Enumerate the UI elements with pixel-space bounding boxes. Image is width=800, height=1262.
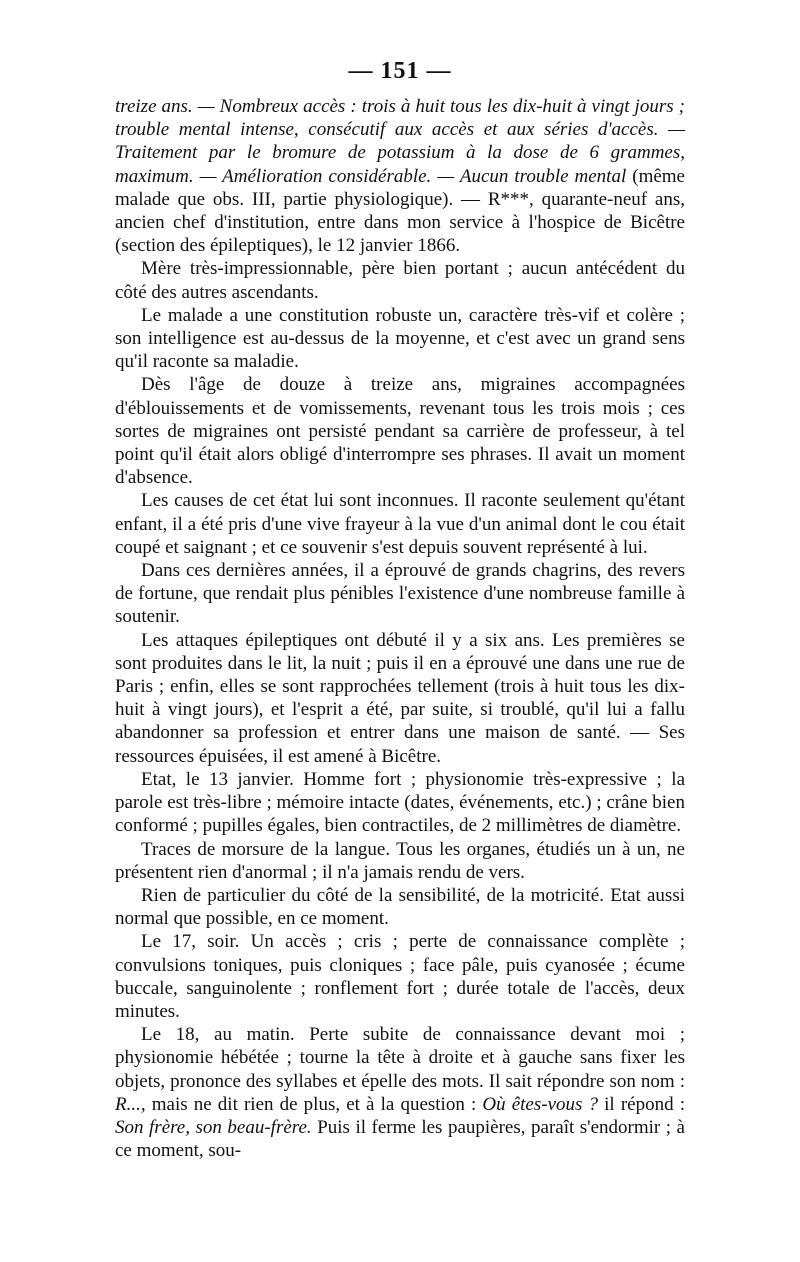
paragraph-part: mais ne dit rien de plus, et à la question : [145, 1093, 483, 1115]
paragraph-text: (même malade que obs. III, partie physiologique). — R***, quarante-neuf ans, ancien chef d'institution, entre dans mon service à l'hospice de Bicêtre (section des épileptiques), le 12 janvier 1866. [115, 165, 685, 257]
paragraph-part: Son frère, son beau-frère. [115, 1116, 312, 1138]
paragraph: Mère très-impressionnable, père bien portant ; aucun antécédent du côté des autres ascendants. [115, 258, 685, 303]
paragraph: Dès l'âge de douze à treize ans, migraines accompagnées d'éblouissements et de vomissements, revenant tous les trois mois ; ces sortes de migraines ont persisté pendant sa carrière de professeur, à tel point qu'il était alors obligé d'interrompre ses phrases. Il avait un moment d'absence. [115, 374, 685, 489]
paragraph: Etat, le 13 janvier. Homme fort ; physionomie très-expressive ; la parole est très-libre ; mémoire intacte (dates, événements, etc.) ; crâne bien conformé ; pupilles égales, bien contractiles, de 2 millimètres de diamètre. [115, 768, 685, 837]
italic-summary: treize ans. — Nombreux accès : trois à huit tous les dix-huit à vingt jours ; trouble mental intense, consécutif aux accès et aux séries d'accès. — Traitement par le bromure de potassium à la dose de 6 grammes, maximum. — Amélioration considérable. — Aucun trouble mental [115, 96, 685, 187]
paragraph: Les causes de cet état lui sont inconnues. Il raconte seulement qu'étant enfant, il a été pris d'une vive frayeur à la vue d'un animal dont le cou était coupé et saignant ; et ce souvenir s'est depuis souvent représenté à lui. [115, 490, 685, 558]
paragraph-last [115, 1023, 685, 1162]
paragraph-intro [115, 95, 685, 257]
paragraph: Dans ces dernières années, il a éprouvé de grands chagrins, des revers de fortune, que rendait plus pénibles l'existence d'une nombreuse famille à soutenir. [115, 560, 685, 628]
paragraph-part: Où êtes-vous ? [482, 1093, 599, 1115]
paragraph-part: R..., [115, 1093, 146, 1115]
paragraph: Le 17, soir. Un accès ; cris ; perte de connaissance complète ; convulsions toniques, puis cloniques ; face pâle, puis cyanosée ; écume buccale, sanguinolente ; ronflement fort ; durée totale de l'accès, deux minutes. [115, 931, 685, 1022]
paragraph: Traces de morsure de la langue. Tous les organes, étudiés un à un, ne présentent rien d'anormal ; il n'a jamais rendu de vers. [115, 838, 685, 883]
paragraph-part: il répond : [598, 1093, 685, 1115]
paragraph-part: Puis il ferme les paupières, paraît s'endormir ; à ce moment, sou- [115, 1116, 685, 1162]
paragraph: Le malade a une constitution robuste un, caractère très-vif et colère ; son intelligence est au-dessus de la moyenne, et c'est avec un grand sens qu'il raconte sa maladie. [115, 304, 685, 373]
paragraph-part: Le 18, au matin. Perte subite de connaissance devant moi ; physionomie hébétée ; tourne la tête à droite et à gauche sans fixer les objets, prononce des syllabes et épelle des mots. Il sait répondre son nom : [115, 1024, 685, 1092]
body-text [115, 95, 685, 1162]
paragraph: Les attaques épileptiques ont débuté il y a six ans. Les premières se sont produites dans le lit, la nuit ; puis il en a éprouvé une dans une rue de Paris ; enfin, elles se sont rapprochées tellement (trois à huit tous les dix-huit à vingt jours), et l'esprit a été, par suite, si troublé, qu'il lui a fallu abandonner sa profession et entrer dans une maison de santé. — Ses ressources épuisées, il est amené à Bicêtre. [115, 629, 685, 767]
page-number: — 151 — [348, 58, 452, 84]
paragraph: Rien de particulier du côté de la sensibilité, de la motricité. Etat aussi normal que possible, en ce moment. [115, 884, 685, 930]
